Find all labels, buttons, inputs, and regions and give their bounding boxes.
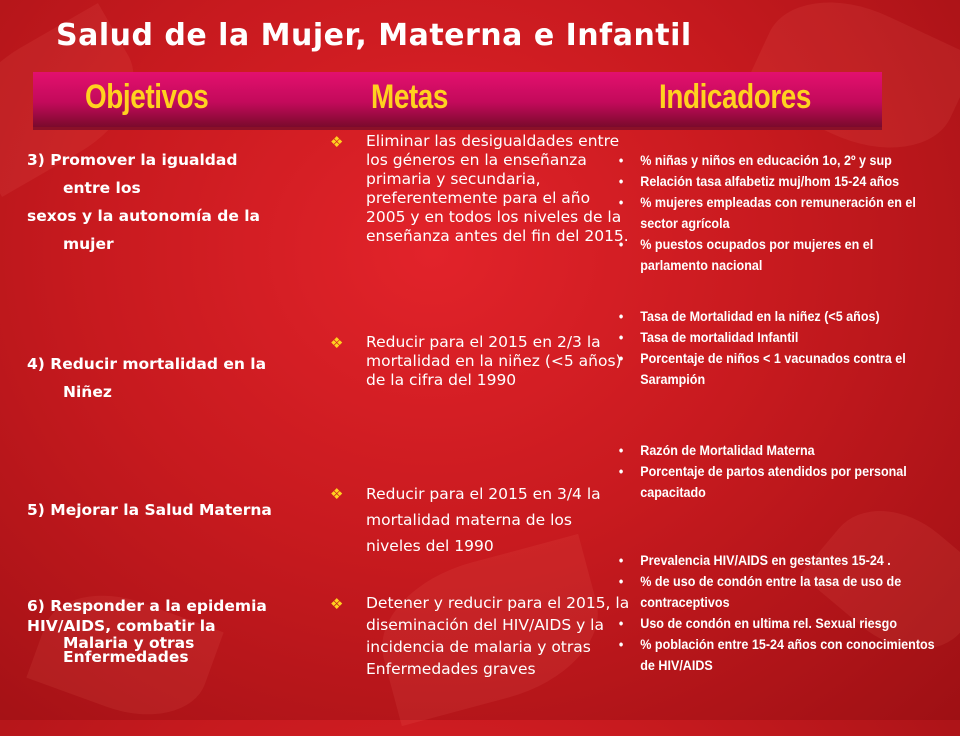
meta-text: Eliminar las desigualdades entre los géneros en la enseñanza primaria y secundaria, preferentemente para el año 2005 y en todos los niveles de la enseñanza antes del fin del 2015. bbox=[366, 132, 629, 245]
objetivo-line: entre los bbox=[63, 179, 141, 197]
indicador-item: • Razón de Mortalidad Materna bbox=[617, 440, 938, 461]
indicador-item: • % niñas y niños en educación 1o, 2º y sup bbox=[617, 150, 938, 171]
diamond-bullet-icon: ❖ bbox=[330, 485, 344, 503]
objetivo-line: 6) Responder a la epidemia bbox=[27, 597, 267, 615]
indicador-item: • Uso de condón en ultima rel. Sexual riesgo bbox=[617, 613, 938, 634]
indicador-item: • % de uso de condón entre la tasa de uso de contraceptivos bbox=[617, 571, 938, 613]
diamond-bullet-icon: ❖ bbox=[330, 133, 344, 151]
column-header-bar bbox=[33, 72, 882, 130]
objetivo-6 bbox=[27, 596, 267, 664]
diamond-bullet-icon: ❖ bbox=[330, 334, 344, 352]
indicadores-group-3 bbox=[617, 150, 938, 276]
indicadores-group-4 bbox=[617, 306, 938, 390]
meta-text: Reducir para el 2015 en 3/4 la mortalidad materna de los niveles del 1990 bbox=[366, 485, 601, 555]
header-indicadores: Indicadores bbox=[659, 78, 811, 116]
objetivo-5 bbox=[27, 496, 272, 524]
header-metas: Metas bbox=[371, 78, 448, 116]
indicador-item: • % población entre 15-24 años con conocimientos de HIV/AIDS bbox=[617, 634, 938, 676]
meta-item bbox=[330, 132, 630, 246]
page-title: Salud de la Mujer, Materna e Infantil bbox=[56, 18, 692, 53]
indicadores-group-5 bbox=[617, 440, 938, 503]
indicador-item: • Prevalencia HIV/AIDS en gestantes 15-24 . bbox=[617, 550, 938, 571]
meta-item bbox=[330, 333, 630, 390]
objetivo-line: Enfermedades bbox=[63, 648, 189, 666]
meta-item bbox=[330, 592, 630, 680]
indicador-item: • Tasa de Mortalidad en la niñez (<5 años) bbox=[617, 306, 938, 327]
objetivo-line: 3) Promover la igualdad bbox=[27, 151, 238, 169]
meta-text: Reducir para el 2015 en 2/3 la mortalidad en la niñez (<5 años) de la cifra del 1990 bbox=[366, 333, 622, 389]
objetivo-line: sexos y la autonomía de la bbox=[27, 207, 261, 225]
objetivo-line: Malaria y otras bbox=[63, 634, 195, 652]
objetivo-line: 5) Mejorar la Salud Materna bbox=[27, 501, 272, 519]
indicador-item: • Porcentaje de partos atendidos por personal capacitado bbox=[617, 461, 938, 503]
meta-text: Detener y reducir para el 2015, la diseminación del HIV/AIDS y la incidencia de malaria y otras Enfermedades graves bbox=[366, 594, 630, 678]
objetivo-line: HIV/AIDS, combatir la bbox=[27, 617, 216, 635]
indicador-item: • % puestos ocupados por mujeres en el parlamento nacional bbox=[617, 234, 938, 276]
diamond-bullet-icon: ❖ bbox=[330, 595, 344, 613]
indicador-item: • Relación tasa alfabetiz muj/hom 15-24 años bbox=[617, 171, 938, 192]
indicador-item: • Porcentaje de niños < 1 vacunados contra el Sarampión bbox=[617, 348, 938, 390]
objetivo-line: 4) Reducir mortalidad en la bbox=[27, 355, 267, 373]
objetivo-line: mujer bbox=[63, 235, 114, 253]
indicadores-group-6 bbox=[617, 550, 938, 676]
objetivo-3 bbox=[27, 146, 260, 258]
meta-item bbox=[330, 481, 630, 559]
indicador-item: • Tasa de mortalidad Infantil bbox=[617, 327, 938, 348]
indicador-item: • % mujeres empleadas con remuneración en el sector agrícola bbox=[617, 192, 938, 234]
objetivo-4 bbox=[27, 350, 266, 406]
objetivo-line: Niñez bbox=[63, 383, 112, 401]
header-objetivos: Objetivos bbox=[85, 78, 209, 116]
